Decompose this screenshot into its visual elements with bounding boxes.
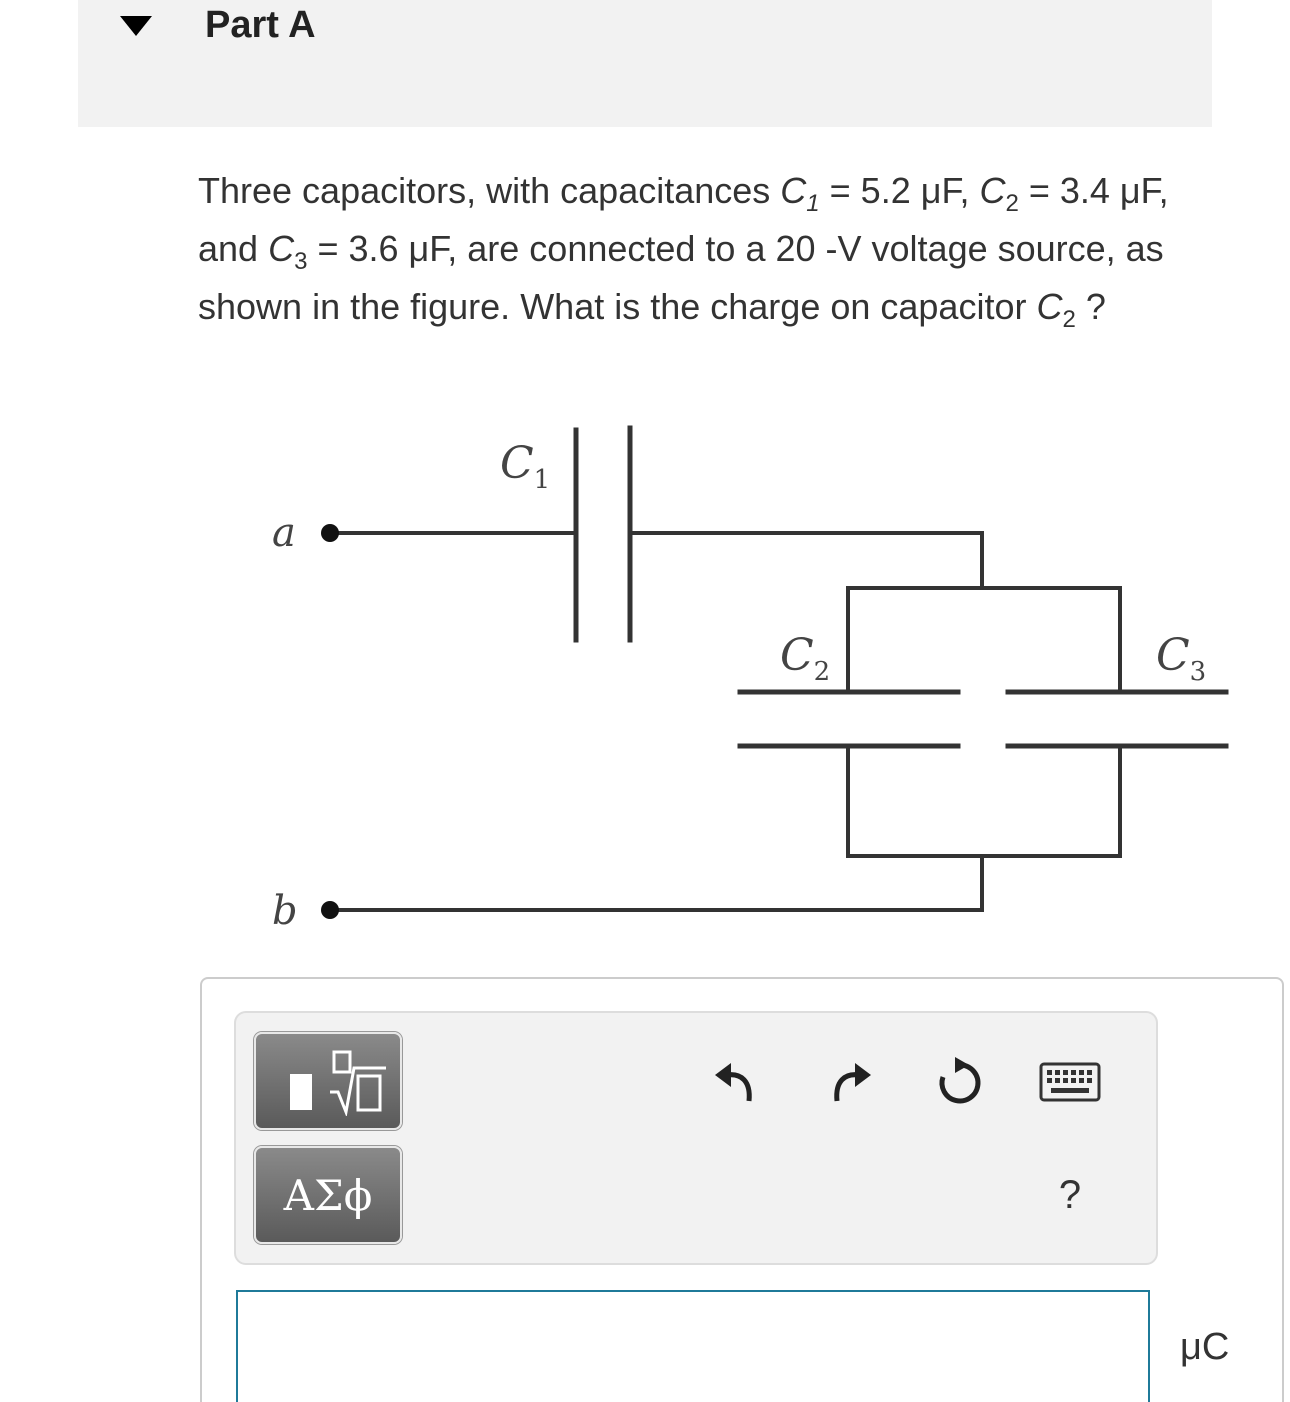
help-button[interactable]: ? — [1058, 1173, 1082, 1217]
c2-value: = 3.4 μF, and — [198, 170, 1169, 269]
target-subscript: 2 — [1062, 306, 1076, 333]
node-b-dot — [321, 901, 339, 919]
c2-symbol: C — [979, 170, 1006, 211]
reset-icon — [931, 1055, 985, 1109]
answer-input[interactable] — [236, 1290, 1150, 1402]
node-a-label: a — [272, 510, 296, 556]
keyboard-icon — [1039, 1062, 1101, 1102]
c3-symbol: C — [268, 228, 295, 269]
c3-subscript: 3 — [294, 248, 308, 275]
node-b-label: b — [272, 888, 298, 934]
c1-value: = 5.2 μF, — [819, 170, 980, 211]
c2-figure-label: $C_2$ — [780, 630, 831, 687]
c3-value: = 3.6 μF, are connected to a 20 -V voltage source, as shown in the figure. What is the charge on capacitor — [198, 228, 1164, 327]
part-title: Part A — [205, 4, 316, 46]
node-a-dot — [321, 524, 339, 542]
question-intro: Three capacitors, with capacitances — [198, 170, 781, 211]
templates-button[interactable] — [254, 1032, 402, 1130]
c1-subscript: 1 — [806, 190, 820, 217]
keyboard-button[interactable] — [1038, 1055, 1102, 1109]
question-text — [198, 162, 1208, 336]
question-end: ? — [1075, 286, 1106, 327]
symbols-button[interactable]: ΑΣϕ — [254, 1146, 402, 1244]
circuit-figure — [0, 400, 1290, 960]
c3-figure-label: $C_3$ — [1156, 630, 1207, 687]
redo-icon — [825, 1057, 875, 1107]
target-symbol: C — [1036, 286, 1063, 327]
undo-button[interactable] — [706, 1052, 766, 1112]
c2-subscript: 2 — [1005, 190, 1019, 217]
redo-button[interactable] — [820, 1052, 880, 1112]
caret-down-icon[interactable] — [120, 16, 152, 36]
undo-icon — [711, 1057, 761, 1107]
c1-symbol: C — [780, 170, 807, 211]
unit-label: μC — [1180, 1326, 1230, 1368]
templates-icon — [268, 1046, 388, 1116]
reset-button[interactable] — [928, 1052, 988, 1112]
c1-figure-label: $C_1$ — [500, 438, 551, 495]
